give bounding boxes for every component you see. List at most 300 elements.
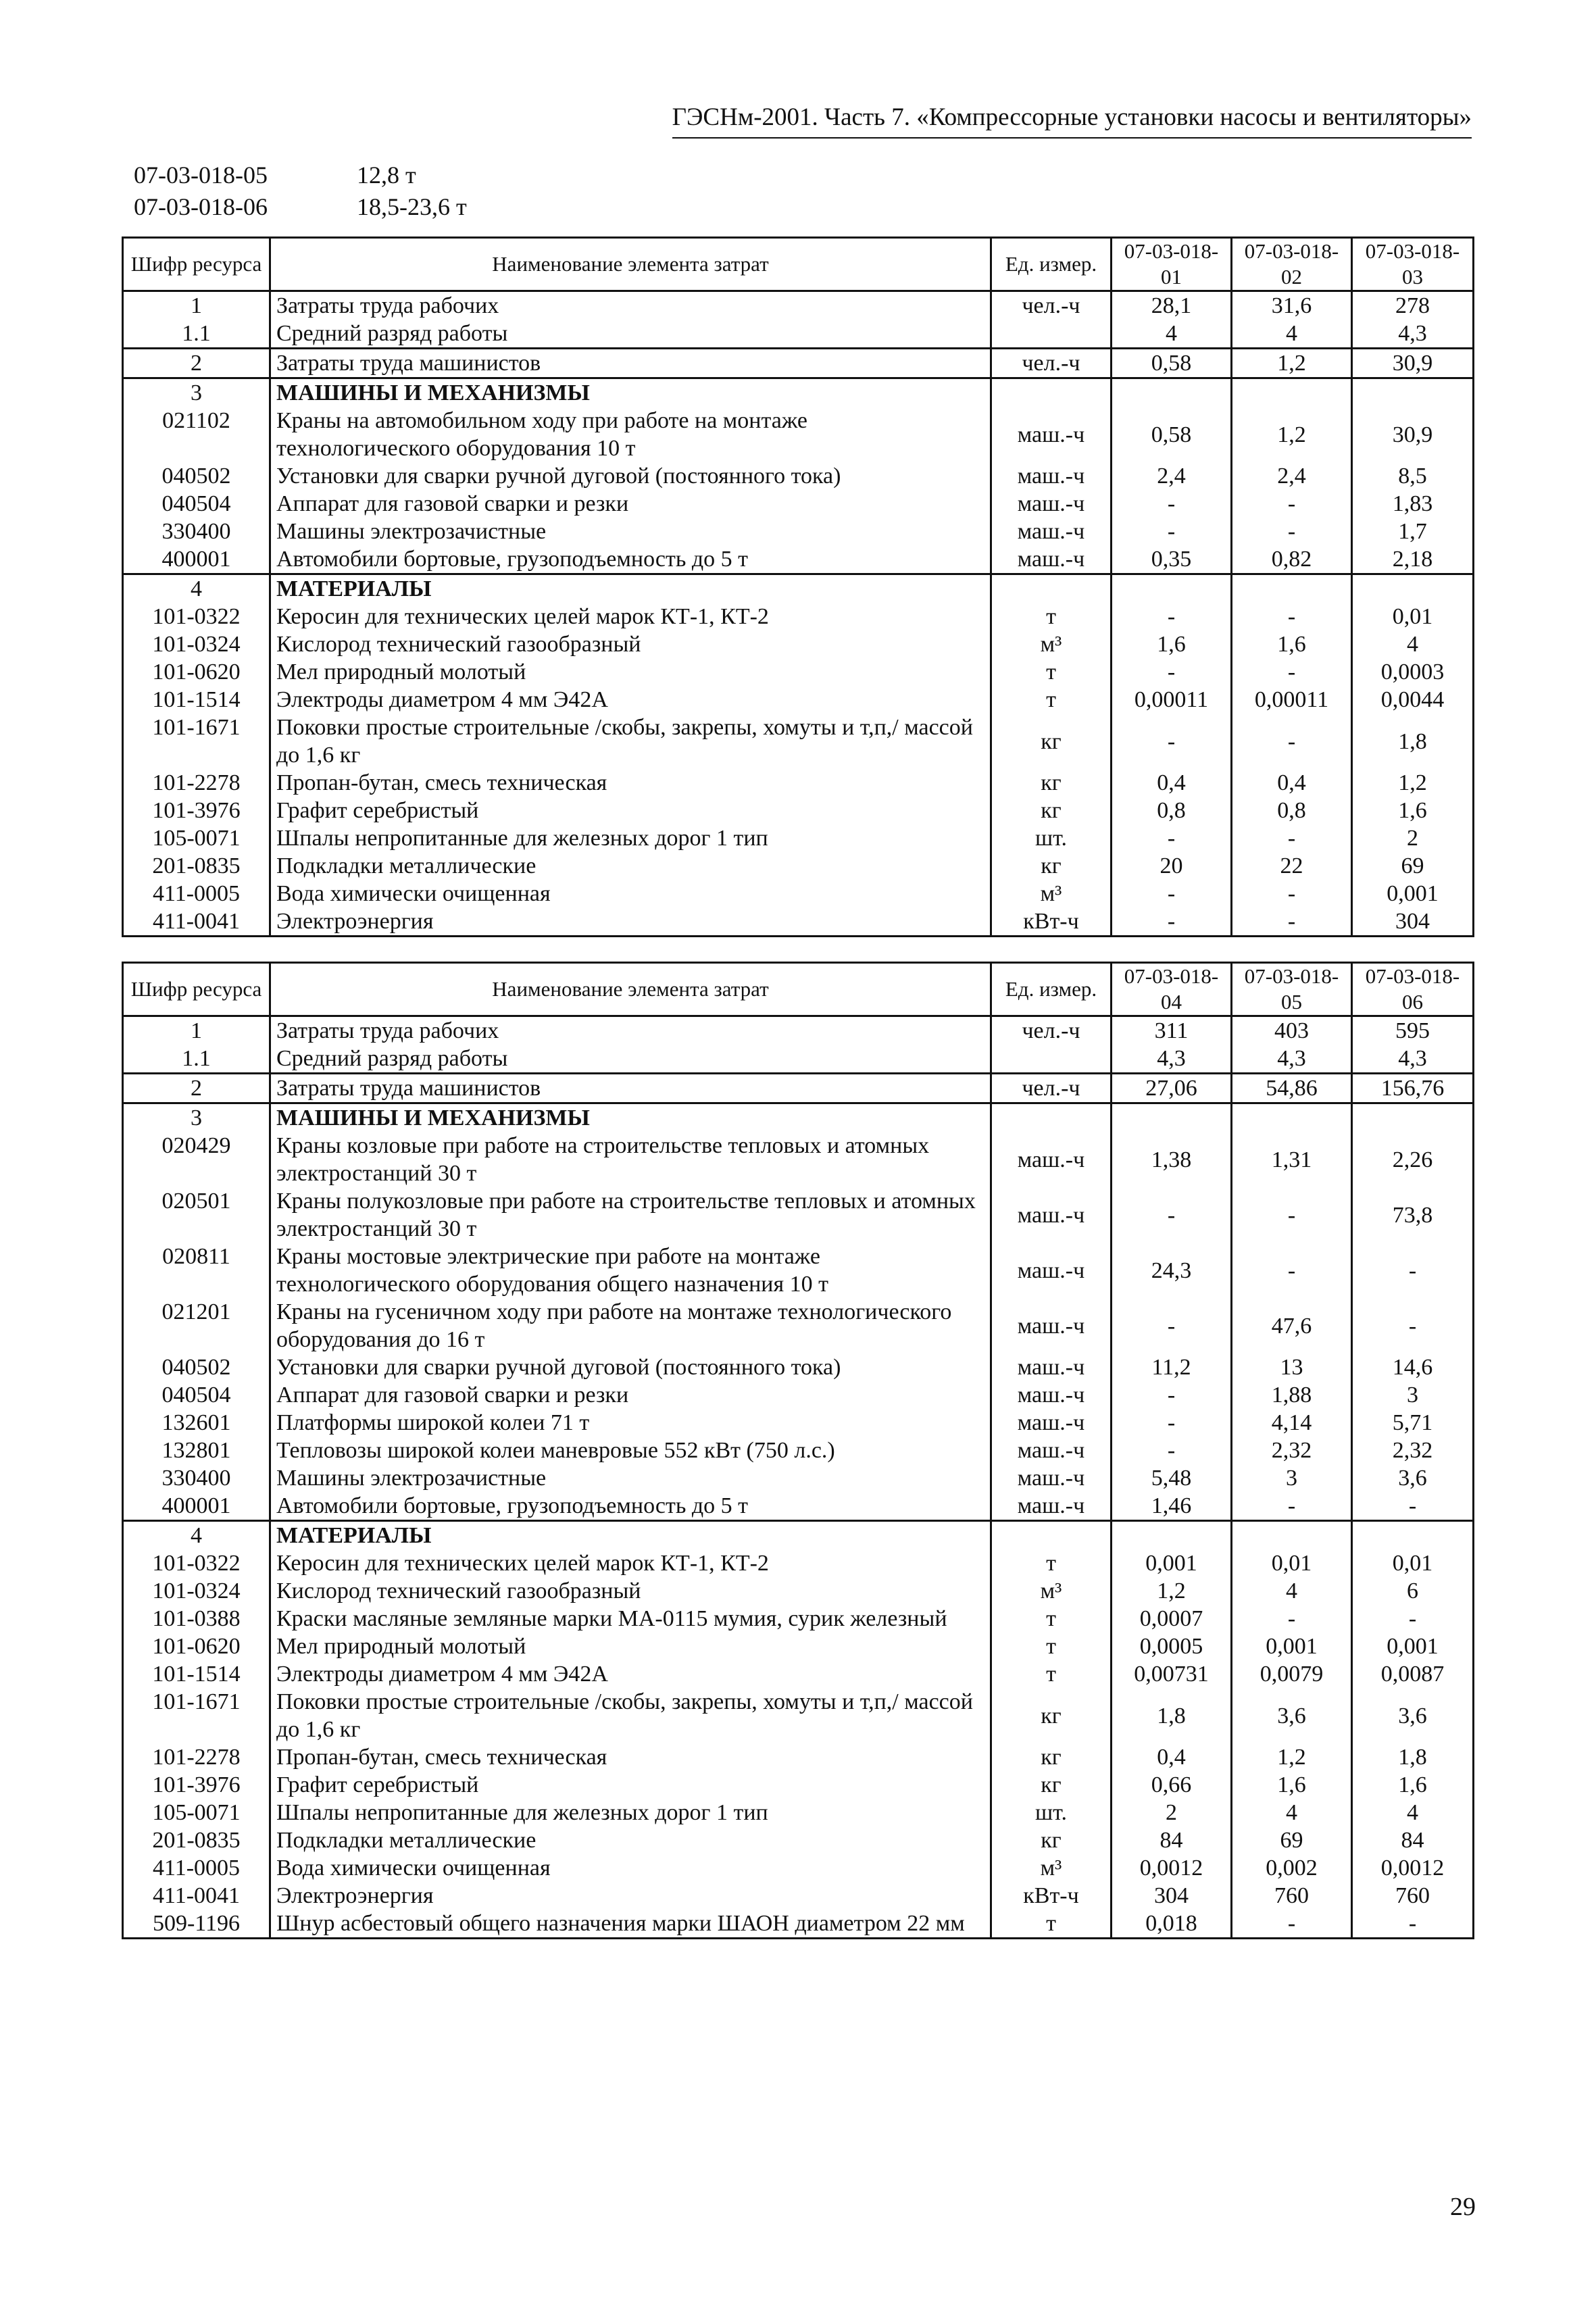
cell-name: Керосин для технических целей марок КТ-1, КТ-2 (270, 1549, 991, 1577)
cell-value-2: 4,3 (1232, 1045, 1352, 1074)
cell-code: 021201 (123, 1298, 270, 1353)
cell-name: Графит серебристый (270, 797, 991, 824)
table-row (123, 1103, 1474, 1132)
cell-value-3: 4 (1352, 1799, 1474, 1826)
cell-value-1: 0,0005 (1112, 1633, 1232, 1660)
cell-value-1: 304 (1112, 1882, 1232, 1910)
cell-value-2: 0,8 (1232, 797, 1352, 824)
cell-name: Аппарат для газовой сварки и резки (270, 1381, 991, 1409)
header-col-2: 07-03-018-02 (1232, 238, 1352, 291)
table-row (123, 1577, 1474, 1605)
cell-value-3: - (1352, 1910, 1474, 1939)
cell-name: Электроэнергия (270, 907, 991, 937)
table-row (123, 714, 1474, 769)
cell-name: Краски масляные земляные марки МА-0115 мумия, сурик железный (270, 1605, 991, 1633)
table-row (123, 518, 1474, 545)
cell-value-2: 1,2 (1232, 1743, 1352, 1771)
cell-unit: м³ (991, 1854, 1112, 1882)
cell-name: Керосин для технических целей марок КТ-1, КТ-2 (270, 603, 991, 630)
cell-code: 400001 (123, 1492, 270, 1521)
table-row (123, 545, 1474, 574)
table-row (123, 630, 1474, 658)
cell-value-3: 14,6 (1352, 1353, 1474, 1381)
cell-value-1: - (1112, 1437, 1232, 1464)
cell-unit: т (991, 1910, 1112, 1939)
cell-value-2: 13 (1232, 1353, 1352, 1381)
cell-value-1: 1,6 (1112, 630, 1232, 658)
header-code: Шифр ресурса (123, 963, 270, 1016)
header-code: Шифр ресурса (123, 238, 270, 291)
cell-code: 101-3976 (123, 797, 270, 824)
cell-name: Пропан-бутан, смесь техническая (270, 1743, 991, 1771)
table-row (123, 1743, 1474, 1771)
cell-code: 105-0071 (123, 1799, 270, 1826)
cell-value-1: 0,018 (1112, 1910, 1232, 1939)
cell-name: Краны на автомобильном ходу при работе на монтаже технологического оборудования 10 т (270, 407, 991, 462)
cell-unit: шт. (991, 824, 1112, 852)
table-row (123, 1605, 1474, 1633)
cell-name: Средний разряд работы (270, 320, 991, 349)
cell-name: МАТЕРИАЛЫ (270, 574, 991, 603)
table-row (123, 1187, 1474, 1243)
cell-unit: кг (991, 852, 1112, 880)
cell-value-3: 278 (1352, 291, 1474, 320)
table-row (123, 1437, 1474, 1464)
cell-value-1: 1,2 (1112, 1577, 1232, 1605)
cell-value-1: 1,8 (1112, 1688, 1232, 1743)
cell-value-3 (1352, 574, 1474, 603)
cell-code: 021102 (123, 407, 270, 462)
table-row (123, 1521, 1474, 1550)
cell-name: Графит серебристый (270, 1771, 991, 1799)
table-row (123, 291, 1474, 320)
variant-value: 12,8 т (357, 161, 416, 189)
cell-value-1 (1112, 1521, 1232, 1550)
cell-code: 040502 (123, 1353, 270, 1381)
cell-value-3: 3,6 (1352, 1464, 1474, 1492)
cell-unit: маш.-ч (991, 1243, 1112, 1298)
cell-name: Автомобили бортовые, грузоподъемность до 5 т (270, 1492, 991, 1521)
cell-value-3: 0,01 (1352, 1549, 1474, 1577)
table-row (123, 320, 1474, 349)
cell-value-1: 1,46 (1112, 1492, 1232, 1521)
cell-name: Мел природный молотый (270, 1633, 991, 1660)
cell-code: 101-0620 (123, 1633, 270, 1660)
table-row (123, 1633, 1474, 1660)
table-row (123, 907, 1474, 937)
cell-value-1: - (1112, 907, 1232, 937)
cell-code: 411-0005 (123, 880, 270, 907)
cell-value-3: 1,83 (1352, 490, 1474, 518)
cell-value-1 (1112, 1103, 1232, 1132)
cell-value-2: 0,0079 (1232, 1660, 1352, 1688)
cell-value-1: 2,4 (1112, 462, 1232, 490)
cell-code: 101-1514 (123, 1660, 270, 1688)
cell-value-3: 595 (1352, 1016, 1474, 1045)
cell-value-1: 0,00731 (1112, 1660, 1232, 1688)
cell-code: 411-0005 (123, 1854, 270, 1882)
cell-value-1: - (1112, 1381, 1232, 1409)
cell-unit: маш.-ч (991, 490, 1112, 518)
cell-value-1: 0,58 (1112, 349, 1232, 378)
cell-value-1: 0,4 (1112, 769, 1232, 797)
table-row (123, 852, 1474, 880)
cell-value-1: 1,38 (1112, 1132, 1232, 1187)
cell-name: Подкладки металлические (270, 852, 991, 880)
cell-unit: т (991, 1605, 1112, 1633)
cell-value-2 (1232, 574, 1352, 603)
cell-value-1: - (1112, 1409, 1232, 1437)
cell-value-2: 22 (1232, 852, 1352, 880)
table-row (123, 1132, 1474, 1187)
table-row (123, 407, 1474, 462)
cell-name: Средний разряд работы (270, 1045, 991, 1074)
variant-line (134, 161, 416, 189)
cell-unit: маш.-ч (991, 1298, 1112, 1353)
cell-code: 040504 (123, 490, 270, 518)
cell-value-2: - (1232, 658, 1352, 686)
cell-value-1: - (1112, 490, 1232, 518)
cell-value-3: 2,32 (1352, 1437, 1474, 1464)
cell-value-1: - (1112, 824, 1232, 852)
cell-value-1: 0,35 (1112, 545, 1232, 574)
cell-value-3: 8,5 (1352, 462, 1474, 490)
cell-code: 201-0835 (123, 852, 270, 880)
table-row (123, 1045, 1474, 1074)
cell-value-2: - (1232, 1910, 1352, 1939)
cell-value-3: 1,6 (1352, 797, 1474, 824)
table-row (123, 1464, 1474, 1492)
cell-name: Краны козловые при работе на строительстве тепловых и атомных электростанций 30 т (270, 1132, 991, 1187)
cell-value-2: 1,31 (1232, 1132, 1352, 1187)
cell-unit: маш.-ч (991, 1381, 1112, 1409)
cell-code: 040504 (123, 1381, 270, 1409)
table-row (123, 462, 1474, 490)
cell-code: 105-0071 (123, 824, 270, 852)
cell-value-2: 4 (1232, 1577, 1352, 1605)
table-row (123, 1381, 1474, 1409)
cell-name: Затраты труда рабочих (270, 291, 991, 320)
table-row (123, 1660, 1474, 1688)
resource-table-1 (122, 237, 1474, 937)
cell-unit: т (991, 1549, 1112, 1577)
cell-name: Электроэнергия (270, 1882, 991, 1910)
header-col-3: 07-03-018-06 (1352, 963, 1474, 1016)
cell-code: 1.1 (123, 1045, 270, 1074)
cell-name: Электроды диаметром 4 мм Э42А (270, 686, 991, 714)
cell-value-2: 4,14 (1232, 1409, 1352, 1437)
cell-value-2: 0,01 (1232, 1549, 1352, 1577)
cell-unit (991, 574, 1112, 603)
cell-value-2: 1,6 (1232, 630, 1352, 658)
cell-code: 101-3976 (123, 1771, 270, 1799)
cell-name: Тепловозы широкой колеи маневровые 552 кВт (750 л.с.) (270, 1437, 991, 1464)
cell-value-3: - (1352, 1492, 1474, 1521)
cell-value-3: 2 (1352, 824, 1474, 852)
cell-value-1: 2 (1112, 1799, 1232, 1826)
cell-code: 101-0322 (123, 603, 270, 630)
cell-value-2: 0,002 (1232, 1854, 1352, 1882)
cell-value-2: 760 (1232, 1882, 1352, 1910)
cell-value-3: 6 (1352, 1577, 1474, 1605)
cell-name: Аппарат для газовой сварки и резки (270, 490, 991, 518)
cell-value-3: 73,8 (1352, 1187, 1474, 1243)
cell-unit: маш.-ч (991, 1353, 1112, 1381)
variant-code: 07-03-018-05 (134, 161, 268, 189)
cell-value-2: 0,001 (1232, 1633, 1352, 1660)
cell-value-3: - (1352, 1605, 1474, 1633)
cell-code: 2 (123, 1074, 270, 1103)
cell-value-3: 0,0087 (1352, 1660, 1474, 1688)
cell-value-1: 0,001 (1112, 1549, 1232, 1577)
cell-value-3: 1,6 (1352, 1771, 1474, 1799)
cell-value-3 (1352, 1103, 1474, 1132)
cell-value-1: 4,3 (1112, 1045, 1232, 1074)
cell-code: 101-1671 (123, 1688, 270, 1743)
cell-name: Краны полукозловые при работе на строительстве тепловых и атомных электростанций 30 т (270, 1187, 991, 1243)
cell-unit: маш.-ч (991, 1132, 1112, 1187)
cell-code: 101-0324 (123, 1577, 270, 1605)
cell-value-2: 0,4 (1232, 769, 1352, 797)
cell-value-3: 0,001 (1352, 1633, 1474, 1660)
cell-unit: маш.-ч (991, 1409, 1112, 1437)
cell-unit: кВт-ч (991, 907, 1112, 937)
cell-unit: кВт-ч (991, 1882, 1112, 1910)
cell-name: Вода химически очищенная (270, 1854, 991, 1882)
cell-name: Подкладки металлические (270, 1826, 991, 1854)
cell-value-1: 0,66 (1112, 1771, 1232, 1799)
cell-value-3: 4 (1352, 630, 1474, 658)
cell-code: 1 (123, 291, 270, 320)
cell-value-3: 1,2 (1352, 769, 1474, 797)
table-row (123, 1016, 1474, 1045)
table-row (123, 1409, 1474, 1437)
cell-code: 2 (123, 349, 270, 378)
cell-value-3: 1,7 (1352, 518, 1474, 545)
table-row (123, 349, 1474, 378)
cell-value-3: 0,01 (1352, 603, 1474, 630)
table-row (123, 1688, 1474, 1743)
cell-value-2: 31,6 (1232, 291, 1352, 320)
cell-name: Поковки простые строительные /скобы, закрепы, хомуты и т,п,/ массой до 1,6 кг (270, 1688, 991, 1743)
cell-value-3: 30,9 (1352, 349, 1474, 378)
table-row (123, 1771, 1474, 1799)
cell-value-2: 3 (1232, 1464, 1352, 1492)
cell-value-1 (1112, 378, 1232, 407)
cell-value-3 (1352, 378, 1474, 407)
cell-value-3: 5,71 (1352, 1409, 1474, 1437)
cell-value-1: 27,06 (1112, 1074, 1232, 1103)
cell-value-2: 54,86 (1232, 1074, 1352, 1103)
cell-value-2: 4 (1232, 1799, 1352, 1826)
table-row (123, 686, 1474, 714)
table-row (123, 880, 1474, 907)
cell-unit: м³ (991, 880, 1112, 907)
cell-value-3: 156,76 (1352, 1074, 1474, 1103)
cell-value-1: - (1112, 658, 1232, 686)
cell-value-1: 28,1 (1112, 291, 1232, 320)
cell-code: 101-0322 (123, 1549, 270, 1577)
header-unit: Ед. измер. (991, 238, 1112, 291)
cell-value-1: - (1112, 1298, 1232, 1353)
cell-unit: чел.-ч (991, 349, 1112, 378)
header-unit: Ед. измер. (991, 963, 1112, 1016)
cell-code: 040502 (123, 462, 270, 490)
cell-unit: маш.-ч (991, 545, 1112, 574)
cell-name: Поковки простые строительные /скобы, закрепы, хомуты и т,п,/ массой до 1,6 кг (270, 714, 991, 769)
table-row (123, 658, 1474, 686)
cell-code: 411-0041 (123, 907, 270, 937)
cell-value-2 (1232, 1521, 1352, 1550)
cell-value-2: - (1232, 1492, 1352, 1521)
table-row (123, 1910, 1474, 1939)
cell-unit: кг (991, 1688, 1112, 1743)
cell-unit: кг (991, 1771, 1112, 1799)
cell-value-2: - (1232, 603, 1352, 630)
cell-value-3: 1,8 (1352, 714, 1474, 769)
cell-value-1: 0,4 (1112, 1743, 1232, 1771)
cell-value-3: 0,0044 (1352, 686, 1474, 714)
cell-name: Шнур асбестовый общего назначения марки ШАОН диаметром 22 мм (270, 1910, 991, 1939)
cell-value-3: 1,8 (1352, 1743, 1474, 1771)
cell-unit: чел.-ч (991, 291, 1112, 320)
cell-value-1: 0,0007 (1112, 1605, 1232, 1633)
cell-unit: маш.-ч (991, 518, 1112, 545)
cell-value-2: - (1232, 1605, 1352, 1633)
cell-value-1: - (1112, 1187, 1232, 1243)
table-row (123, 769, 1474, 797)
header-name: Наименование элемента затрат (270, 963, 991, 1016)
cell-name: Кислород технический газообразный (270, 630, 991, 658)
cell-code: 400001 (123, 545, 270, 574)
cell-value-2 (1232, 1103, 1352, 1132)
cell-value-3: 0,001 (1352, 880, 1474, 907)
cell-code: 101-2278 (123, 769, 270, 797)
cell-name: МАШИНЫ И МЕХАНИЗМЫ (270, 378, 991, 407)
cell-code: 101-1671 (123, 714, 270, 769)
cell-name: Пропан-бутан, смесь техническая (270, 769, 991, 797)
cell-name: Вода химически очищенная (270, 880, 991, 907)
cell-name: Платформы широкой колеи 71 т (270, 1409, 991, 1437)
cell-unit: маш.-ч (991, 462, 1112, 490)
header-col-1: 07-03-018-01 (1112, 238, 1232, 291)
cell-unit (991, 1045, 1112, 1074)
header-col-2: 07-03-018-05 (1232, 963, 1352, 1016)
cell-value-3: 69 (1352, 852, 1474, 880)
cell-value-1: 0,8 (1112, 797, 1232, 824)
cell-name: Электроды диаметром 4 мм Э42А (270, 1660, 991, 1688)
cell-unit: т (991, 603, 1112, 630)
cell-unit (991, 1103, 1112, 1132)
cell-value-2: 1,2 (1232, 407, 1352, 462)
table-row (123, 603, 1474, 630)
cell-value-2: 2,32 (1232, 1437, 1352, 1464)
cell-name: Затраты труда машинистов (270, 1074, 991, 1103)
cell-name: Шпалы непропитанные для железных дорог 1 тип (270, 824, 991, 852)
header-name: Наименование элемента затрат (270, 238, 991, 291)
cell-name: Шпалы непропитанные для железных дорог 1 тип (270, 1799, 991, 1826)
table-row (123, 797, 1474, 824)
cell-value-3: - (1352, 1298, 1474, 1353)
cell-code: 132801 (123, 1437, 270, 1464)
table-row (123, 1298, 1474, 1353)
cell-value-1: 20 (1112, 852, 1232, 880)
cell-unit: чел.-ч (991, 1016, 1112, 1045)
cell-code: 101-1514 (123, 686, 270, 714)
cell-code: 3 (123, 1103, 270, 1132)
cell-unit: т (991, 1633, 1112, 1660)
cell-value-2: 1,88 (1232, 1381, 1352, 1409)
cell-name: МАШИНЫ И МЕХАНИЗМЫ (270, 1103, 991, 1132)
table-row (123, 490, 1474, 518)
cell-value-2: - (1232, 824, 1352, 852)
cell-name: Краны на гусеничном ходу при работе на монтаже технологического оборудования до 16 т (270, 1298, 991, 1353)
cell-value-2: - (1232, 1243, 1352, 1298)
cell-value-1: 5,48 (1112, 1464, 1232, 1492)
page-number: 29 (1450, 2193, 1476, 2221)
cell-code: 4 (123, 1521, 270, 1550)
cell-value-1: 0,58 (1112, 407, 1232, 462)
cell-value-3: 4,3 (1352, 1045, 1474, 1074)
cell-code: 020501 (123, 1187, 270, 1243)
cell-unit: чел.-ч (991, 1074, 1112, 1103)
cell-value-2: 0,82 (1232, 545, 1352, 574)
cell-name: МАТЕРИАЛЫ (270, 1521, 991, 1550)
cell-value-1: 0,0012 (1112, 1854, 1232, 1882)
cell-value-1: - (1112, 880, 1232, 907)
cell-value-2: 403 (1232, 1016, 1352, 1045)
cell-unit: маш.-ч (991, 1492, 1112, 1521)
variant-value: 18,5-23,6 т (357, 193, 467, 220)
table-row (123, 1826, 1474, 1854)
cell-name: Мел природный молотый (270, 658, 991, 686)
table-row (123, 1492, 1474, 1521)
cell-unit: т (991, 1660, 1112, 1688)
table-row (123, 378, 1474, 407)
cell-value-3: 0,0012 (1352, 1854, 1474, 1882)
cell-unit: м³ (991, 630, 1112, 658)
cell-value-3: 4,3 (1352, 320, 1474, 349)
cell-value-1: - (1112, 518, 1232, 545)
cell-value-2: - (1232, 518, 1352, 545)
cell-value-2: 1,6 (1232, 1771, 1352, 1799)
cell-unit: кг (991, 1826, 1112, 1854)
cell-value-3: - (1352, 1243, 1474, 1298)
cell-name: Машины электрозачистные (270, 1464, 991, 1492)
cell-code: 1 (123, 1016, 270, 1045)
cell-value-2: 0,00011 (1232, 686, 1352, 714)
cell-code: 201-0835 (123, 1826, 270, 1854)
cell-name: Установки для сварки ручной дуговой (постоянного тока) (270, 462, 991, 490)
cell-value-3: 760 (1352, 1882, 1474, 1910)
cell-code: 411-0041 (123, 1882, 270, 1910)
cell-unit (991, 378, 1112, 407)
cell-unit: м³ (991, 1577, 1112, 1605)
cell-value-2: 4 (1232, 320, 1352, 349)
cell-unit: кг (991, 1743, 1112, 1771)
table-row (123, 1882, 1474, 1910)
cell-name: Установки для сварки ручной дуговой (постоянного тока) (270, 1353, 991, 1381)
cell-value-3: 0,0003 (1352, 658, 1474, 686)
cell-value-1: 24,3 (1112, 1243, 1232, 1298)
cell-code: 132601 (123, 1409, 270, 1437)
cell-value-1 (1112, 574, 1232, 603)
resource-table-2 (122, 962, 1474, 1939)
cell-unit (991, 1521, 1112, 1550)
cell-value-2: - (1232, 490, 1352, 518)
table-row (123, 1243, 1474, 1298)
cell-value-2: 69 (1232, 1826, 1352, 1854)
